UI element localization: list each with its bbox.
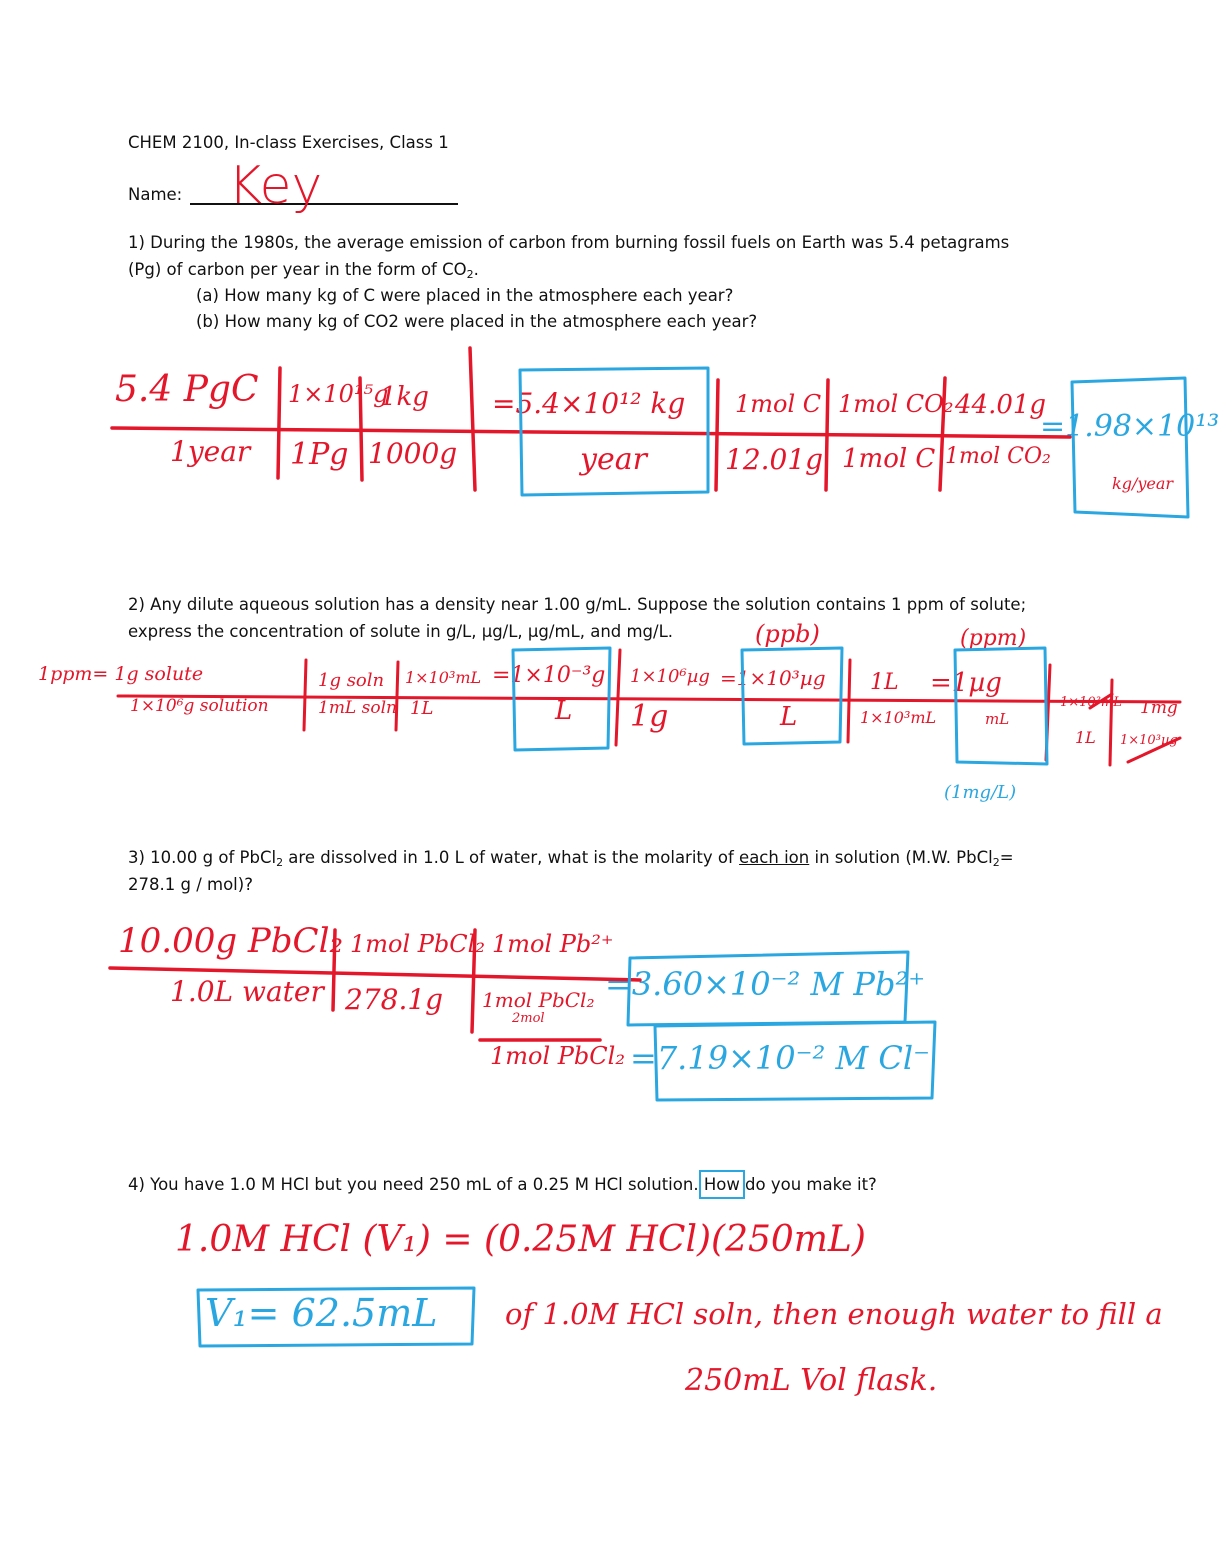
q3-line1-post-end: = (999, 848, 1014, 867)
q4-answer: V₁= 62.5mL (205, 1291, 438, 1335)
q3-line1-pre: 3) 10.00 g of PbCl (128, 848, 277, 867)
q1-line2-sub: 2 (466, 268, 474, 281)
q1-ans-a-den: year (580, 442, 647, 477)
q1-f5-num: 44.01g (955, 390, 1047, 420)
q3-ans-cl: =7.19×10⁻² M Cl⁻ (630, 1039, 931, 1077)
q1-part-b: (b) How many kg of CO2 were placed in the atmosphere each year? (196, 312, 758, 331)
q3-line1-underlined: each ion (739, 848, 810, 867)
q4-line1-box: How (703, 1175, 740, 1194)
q2-ppb-label: (ppb) (755, 620, 820, 648)
q2-f2-num: 1×10³mL (405, 668, 482, 687)
q1-ans-b: =1.98×10¹³ (1040, 409, 1219, 444)
q3-line1-post-pre: in solution (M.W. PbCl (809, 848, 993, 867)
q2-ans-ugL-num: =1×10³µg (720, 666, 826, 690)
q2-f4-num: 1L (870, 670, 899, 695)
q1-line2-post: . (473, 260, 479, 279)
q3-start-num: 10.00g PbCl₂ (118, 921, 344, 961)
q2-ans-ugL-den: L (780, 702, 798, 732)
q2-ans-ugmL-den: mL (985, 710, 1010, 728)
q2-f4-den: 1×10³mL (860, 708, 937, 727)
q1-f3-num: 1mol C (735, 390, 822, 418)
q2-f5-num: 1×10³mL (1060, 695, 1122, 710)
q3-f2-den: 1mol PbCl₂ (482, 988, 595, 1012)
q2-f1-den: 1mL soln (318, 698, 397, 718)
q3-start-den: 1.0L water (170, 975, 324, 1008)
q3-line1-sub: 2 (276, 856, 284, 869)
q3-alt-small: 2mol (512, 1011, 545, 1026)
q1-f2-num: 1kg (380, 382, 429, 412)
q1-ans-a-num: =5.4×10¹² kg (492, 387, 686, 420)
q2-ans-gL-num: =1×10⁻³g (492, 663, 606, 688)
q1-start-num: 5.4 PgC (115, 369, 259, 410)
q3-line1 (128, 845, 1014, 872)
q1-part-a: (a) How many kg of C were placed in the atmosphere each year? (196, 286, 734, 305)
q2-f3-num: 1×10⁶µg (630, 666, 710, 687)
q4-explanation-1: of 1.0M HCl soln, then enough water to fill a (505, 1297, 1163, 1331)
q3-line2: 278.1 g / mol)? (128, 875, 253, 894)
q4-line1-pre: 4) You have 1.0 M HCl but you need 250 mL of a 0.25 M HCl solution. (128, 1175, 704, 1194)
q1-f4-num: 1mol CO₂ (838, 390, 954, 418)
q2-line2: express the concentration of solute in g/L, µg/L, µg/mL, and mg/L. (128, 622, 674, 641)
q1-f5-den: 1mol CO₂ (945, 444, 1051, 469)
q2-f3-den: 1g (630, 699, 669, 734)
q2-f1-num: 1g soln (318, 670, 385, 691)
q2-start-num: 1ppm= 1g solute (38, 663, 204, 685)
q2-f6-num: 1mg (1140, 698, 1178, 718)
q1-line2 (128, 257, 479, 284)
q4-explanation-2: 250mL Vol flask. (685, 1363, 938, 1398)
q1-f1-den: 1Pg (290, 437, 349, 472)
q1-line1: 1) During the 1980s, the average emission of carbon from burning fossil fuels on Earth was 5.4 petagrams (128, 233, 1010, 252)
q2-ans-ugmL-num: =1µg (930, 668, 1002, 698)
name-value-handwritten: Key (228, 156, 323, 216)
q2-mgL-label: (1mg/L) (944, 782, 1017, 803)
q3-line1-post-sub: 2 (992, 856, 1000, 869)
q3-f1-num: 1mol PbCl₂ (350, 930, 485, 958)
q1-f2-den: 1000g (368, 437, 458, 470)
q4-line1-post: do you make it? (739, 1175, 877, 1194)
q1-f1-num: 1×10¹⁵g (288, 380, 389, 408)
q1-line2-pre: (Pg) of carbon per year in the form of CO (128, 260, 467, 279)
q2-f5-den: 1L (1075, 728, 1096, 747)
q2-f6-den: 1×10³µg (1120, 733, 1178, 748)
q2-start-den: 1×10⁶g solution (130, 696, 269, 716)
q1-ans-b-unit: kg/year (1112, 474, 1174, 493)
name-label: Name: (128, 185, 183, 204)
q1-f3-den: 12.01g (725, 443, 824, 476)
q3-f2-num: 1mol Pb²⁺ (492, 930, 614, 958)
q4-equation: 1.0M HCl (V₁) = (0.25M HCl)(250mL) (175, 1219, 866, 1260)
q2-ppm-label: (ppm) (960, 626, 1027, 651)
q3-alt-den: 1mol PbCl₂ (490, 1042, 625, 1070)
q2-f2-den: 1L (410, 698, 434, 719)
q3-ans-pb: =3.60×10⁻² M Pb²⁺ (605, 965, 926, 1003)
q4-line1 (128, 1172, 877, 1198)
q3-f1-den: 278.1g (345, 983, 444, 1016)
course-title: CHEM 2100, In-class Exercises, Class 1 (128, 133, 449, 152)
q1-start-den: 1year (170, 435, 251, 468)
q2-line1: 2) Any dilute aqueous solution has a density near 1.00 g/mL. Suppose the solution contains 1 ppm of solute; (128, 595, 1027, 614)
q3-line1-mid: are dissolved in 1.0 L of water, what is the molarity of (283, 848, 740, 867)
q1-f4-den: 1mol C (842, 444, 936, 474)
q2-ans-gL-den: L (555, 696, 573, 726)
